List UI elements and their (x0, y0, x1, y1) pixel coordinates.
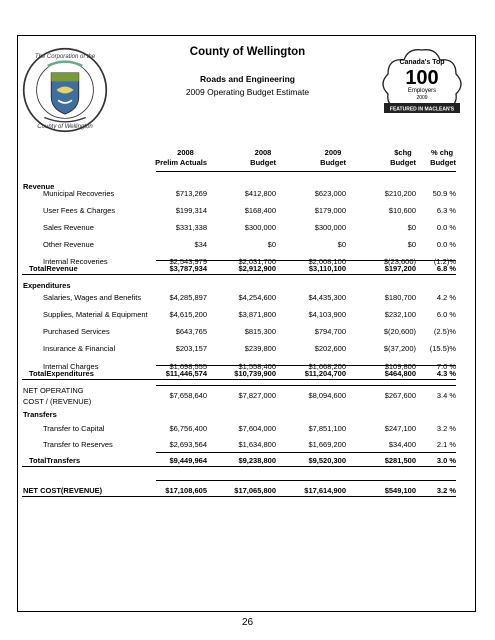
value-cell: $815,300 (244, 327, 276, 336)
seal-text-bottom: County of Wellington (37, 123, 93, 130)
value-cell: 3.0 % (436, 456, 456, 465)
value-cell: $623,000 (314, 189, 346, 198)
row-label-total-transfers: TotalTransfers (29, 456, 81, 465)
column-header-dollar-change (370, 148, 416, 168)
rule-below-total-expenditures (22, 379, 456, 380)
value-cell: $7,604,000 (238, 424, 276, 433)
row-label-net-operating-line2: COST / (REVENUE) (23, 397, 92, 406)
rule-above-total-revenue (156, 260, 456, 261)
rule-below-total-revenue (22, 274, 456, 275)
column-header-line2: Budget (320, 158, 346, 167)
column-header-line1: 2009 (324, 148, 342, 157)
column-header-line1: $chg (394, 148, 412, 157)
value-cell: $2,912,900 (238, 264, 276, 273)
department-name: Roads and Engineering (200, 74, 295, 84)
value-cell: $239,800 (244, 344, 276, 353)
row-label-user-fees: User Fees & Charges (43, 206, 116, 215)
value-cell: $4,435,300 (308, 293, 346, 302)
value-cell: $203,157 (175, 344, 207, 353)
section-expenditures: Expenditures (23, 281, 71, 290)
value-cell: $1,698,555 (169, 362, 207, 371)
value-cell: $8,094,600 (308, 391, 346, 400)
value-cell: $34,400 (388, 440, 416, 449)
seal-text-top: The Corporation of the (34, 54, 96, 61)
value-cell: $17,108,605 (165, 486, 207, 495)
value-cell: $11,446,574 (165, 369, 207, 378)
page-number: 26 (241, 617, 254, 628)
value-cell: $412,800 (244, 189, 276, 198)
value-cell: $197,200 (384, 264, 416, 273)
value-cell: $(20,600) (383, 327, 416, 336)
value-cell: (1.2)% (433, 257, 456, 266)
column-header-line2: Prelim Actuals (155, 158, 207, 167)
value-cell: $0 (267, 240, 276, 249)
badge-line1: Canada's Top (399, 59, 445, 66)
value-cell: 0.0 % (436, 240, 456, 249)
value-cell: $2,031,700 (238, 257, 276, 266)
value-cell: $180,700 (384, 293, 416, 302)
value-cell: $109,800 (384, 362, 416, 371)
badge-year: 2009 (416, 95, 428, 101)
value-cell: $9,449,964 (169, 456, 207, 465)
value-cell: $3,871,800 (238, 310, 276, 319)
value-cell: $1,668,200 (308, 362, 346, 371)
row-label-net-operating-line1: NET OPERATING (23, 386, 84, 395)
value-cell: $202,600 (314, 344, 346, 353)
row-label-total-expenditures: TotalExpenditures (29, 369, 94, 378)
value-cell: $1,669,200 (308, 440, 346, 449)
badge-line2: Employers (407, 88, 437, 94)
value-cell: $7,827,000 (238, 391, 276, 400)
row-label-internal-charges: Internal Charges (43, 362, 99, 371)
value-cell: 2.1 % (436, 440, 456, 449)
row-label-net-cost: NET COST(REVENUE) (23, 486, 103, 495)
value-cell: $232,100 (384, 310, 416, 319)
value-cell: $300,000 (244, 223, 276, 232)
column-header-line1: 2008 (254, 148, 272, 157)
value-cell: 6.8 % (436, 264, 456, 273)
value-cell: $210,200 (384, 189, 416, 198)
rule-above-total-transfers (156, 452, 456, 453)
value-cell: $7,851,100 (308, 424, 346, 433)
row-label-other-revenue: Other Revenue (43, 240, 94, 249)
value-cell: $1,634,800 (238, 440, 276, 449)
value-cell: $0 (337, 240, 346, 249)
column-header-line2: Budget (390, 158, 416, 167)
value-cell: $2,008,100 (308, 257, 346, 266)
value-cell: $713,269 (175, 189, 207, 198)
value-cell: $281,500 (384, 456, 416, 465)
value-cell: (2.5)% (433, 327, 456, 336)
value-cell: $331,338 (175, 223, 207, 232)
value-cell: 0.0 % (436, 223, 456, 232)
rule-below-net-cost (22, 496, 456, 497)
value-cell: $300,000 (314, 223, 346, 232)
row-label-purchased-services: Purchased Services (43, 327, 110, 336)
rule-above-net-operating (156, 385, 456, 386)
value-cell: $10,600 (388, 206, 416, 215)
column-header-2009-budget (300, 148, 346, 168)
value-cell: $199,314 (175, 206, 207, 215)
page-subtitle: 2009 Operating Budget Estimate (185, 87, 310, 97)
column-header-percent-change (420, 148, 456, 168)
value-cell: $0 (407, 240, 416, 249)
value-cell: 3.4 % (436, 391, 456, 400)
page-title: County of Wellington (189, 46, 306, 58)
row-label-internal-recoveries: Internal Recoveries (43, 257, 108, 266)
badge-number: 100 (405, 67, 439, 89)
value-cell: $4,103,900 (308, 310, 346, 319)
value-cell: $10,739,900 (234, 369, 276, 378)
value-cell: $267,600 (384, 391, 416, 400)
value-cell: 6.3 % (436, 206, 456, 215)
value-cell: $6,756,400 (169, 424, 207, 433)
column-header-2008-actuals (150, 148, 207, 168)
value-cell: $464,800 (384, 369, 416, 378)
column-header-line2: Budget (430, 158, 456, 167)
value-cell: $2,543,979 (169, 257, 207, 266)
value-cell: $643,765 (175, 327, 207, 336)
value-cell: $168,400 (244, 206, 276, 215)
value-cell: $3,110,100 (308, 264, 346, 273)
row-label-transfer-capital: Transfer to Capital (43, 424, 105, 433)
section-revenue: Revenue (23, 182, 55, 191)
value-cell: $7,658,640 (169, 391, 207, 400)
value-cell: $2,693,564 (169, 440, 207, 449)
value-cell: 3.2 % (436, 486, 456, 495)
row-label-supplies: Supplies, Material & Equipment (43, 310, 148, 319)
rule-above-total-expenditures (156, 365, 456, 366)
value-cell: (15.5)% (429, 344, 456, 353)
row-label-municipal-recoveries: Municipal Recoveries (43, 189, 115, 198)
row-label-transfer-reserves: Transfer to Reserves (43, 440, 113, 449)
row-label-total-revenue: TotalRevenue (29, 264, 78, 273)
value-cell: $549,100 (384, 486, 416, 495)
value-cell: 4.3 % (436, 369, 456, 378)
value-cell: $247,100 (384, 424, 416, 433)
value-cell: $(23,600) (383, 257, 416, 266)
section-transfers: Transfers (23, 410, 57, 419)
badge-footer: FEATURED IN MACLEAN'S (389, 106, 455, 113)
value-cell: $4,615,200 (169, 310, 207, 319)
rule-above-net-cost (156, 480, 456, 481)
value-cell: $11,204,700 (304, 369, 346, 378)
value-cell: $1,558,400 (238, 362, 276, 371)
value-cell: 4.2 % (436, 293, 456, 302)
value-cell: 7.0 % (436, 362, 456, 371)
value-cell: $179,000 (314, 206, 346, 215)
header-rule (156, 171, 456, 172)
value-cell: 6.0 % (436, 310, 456, 319)
rule-below-total-transfers (22, 466, 456, 467)
value-cell: 50.9 % (432, 189, 456, 198)
value-cell: $4,285,897 (169, 293, 207, 302)
column-header-2008-budget (230, 148, 276, 168)
value-cell: $17,614,900 (304, 486, 346, 495)
value-cell: $9,238,800 (238, 456, 276, 465)
column-header-line2: Budget (250, 158, 276, 167)
value-cell: $0 (407, 223, 416, 232)
value-cell: $34 (194, 240, 207, 249)
value-cell: $(37,200) (383, 344, 416, 353)
column-header-line1: % chg (430, 148, 454, 157)
value-cell: $9,520,300 (308, 456, 346, 465)
row-label-sales-revenue: Sales Revenue (43, 223, 94, 232)
row-label-salaries: Salaries, Wages and Benefits (43, 293, 142, 302)
value-cell: $3,787,934 (169, 264, 207, 273)
column-header-line1: 2008 (177, 148, 194, 157)
value-cell: $794,700 (314, 327, 346, 336)
value-cell: 3.2 % (436, 424, 456, 433)
row-label-insurance: Insurance & Financial (43, 344, 116, 353)
value-cell: $4,254,600 (238, 293, 276, 302)
value-cell: $17,065,800 (234, 486, 276, 495)
